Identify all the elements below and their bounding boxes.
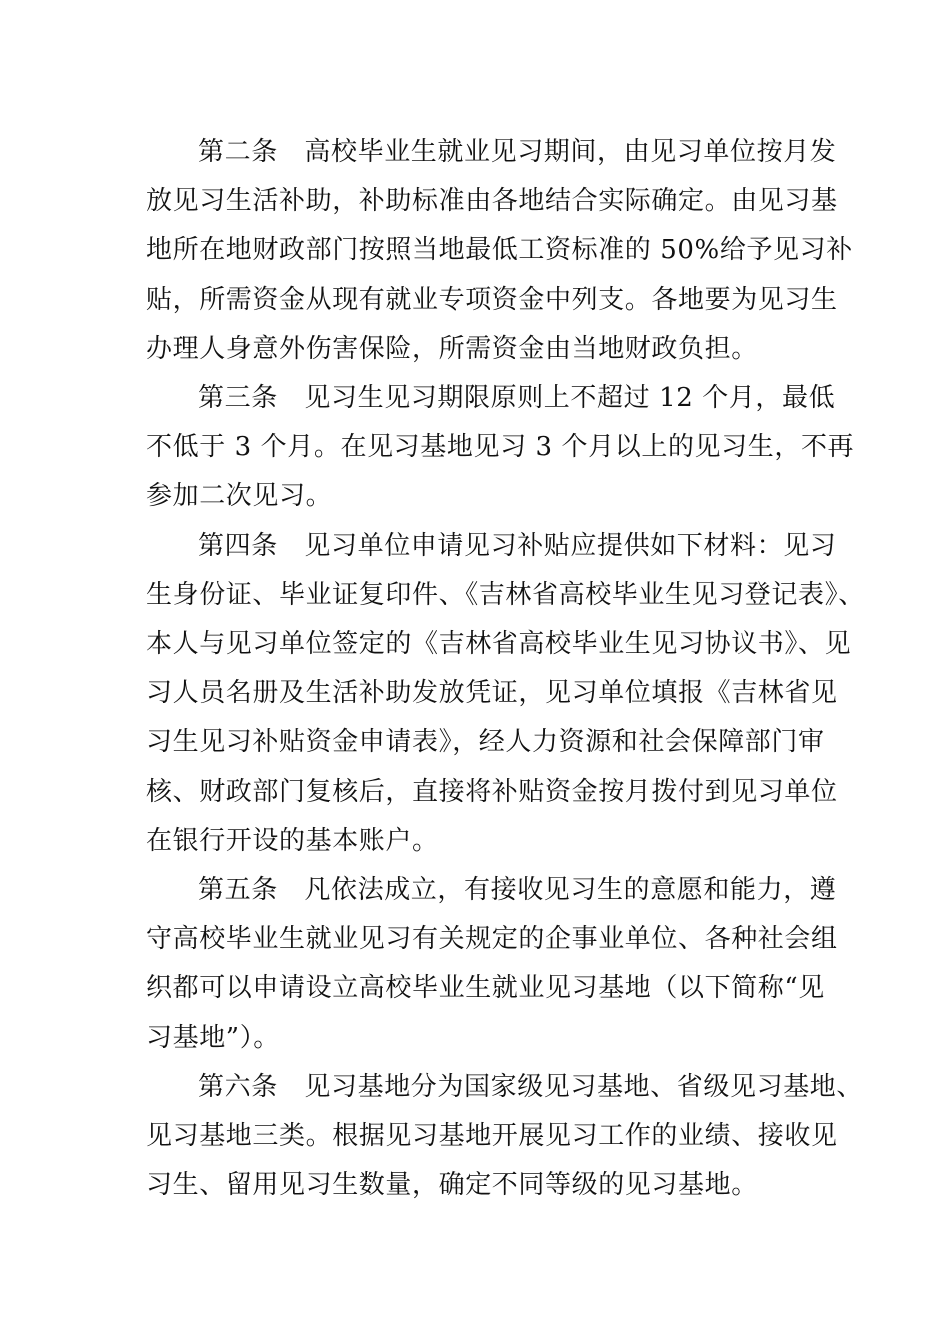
document-body [146,128,865,1210]
text-line: 习基地”）。 [146,1022,280,1053]
article-3-paragraph [146,374,855,522]
article-4-paragraph [146,522,865,866]
article-6-paragraph [146,1063,864,1211]
text-line: 放见习生活补助，补助标准由各地结合实际确定。由见习基 [146,186,838,217]
text-line: 习生、留用见习生数量，确定不同等级的见习基地。 [146,1170,758,1201]
text-line: 第三条 见习生见习期限原则上不超过 12 个月，最低 [198,383,836,414]
text-line: 第二条 高校毕业生就业见习期间，由见习单位按月发 [198,137,837,167]
text-line: 办理人身意外伤害保险，所需资金由当地财政负担。 [146,333,758,364]
text-line: 地所在地财政部门按照当地最低工资标准的 50%给予见习补 [146,235,853,266]
text-line: 不低于 3 个月。在见习基地见习 3 个月以上的见习生，不再 [146,432,855,463]
text-line: 在银行开设的基本账户。 [146,825,439,856]
text-line: 织都可以申请设立高校毕业生就业见习基地（以下简称“见 [146,973,825,1004]
text-line: 守高校毕业生就业见习有关规定的企事业单位、各种社会组 [146,924,838,955]
text-line: 生身份证、毕业证复印件、《吉林省高校毕业生见习登记表》、 [146,579,865,610]
text-line: 第六条 见习基地分为国家级见习基地、省级见习基地、 [198,1071,864,1102]
text-line: 第四条 见习单位申请见习补贴应提供如下材料：见习 [198,530,837,561]
text-line: 见习基地三类。根据见习基地开展见习工作的业绩、接收见 [146,1121,838,1152]
article-2-paragraph [146,128,853,374]
text-line: 本人与见习单位签定的《吉林省高校毕业生见习协议书》、见 [146,629,852,660]
text-line: 参加二次见习。 [146,481,333,512]
text-line: 习生见习补贴资金申请表》，经人力资源和社会保障部门审 [146,727,825,758]
text-line: 贴，所需资金从现有就业专项资金中列支。各地要为见习生 [146,284,838,315]
text-line: 第五条 凡依法成立，有接收见习生的意愿和能力，遵 [198,875,837,906]
text-line: 习人员名册及生活补助发放凭证，见习单位填报《吉林省见 [146,678,838,709]
article-5-paragraph [146,866,838,1063]
text-line: 核、财政部门复核后，直接将补贴资金按月拨付到见习单位 [146,776,838,807]
